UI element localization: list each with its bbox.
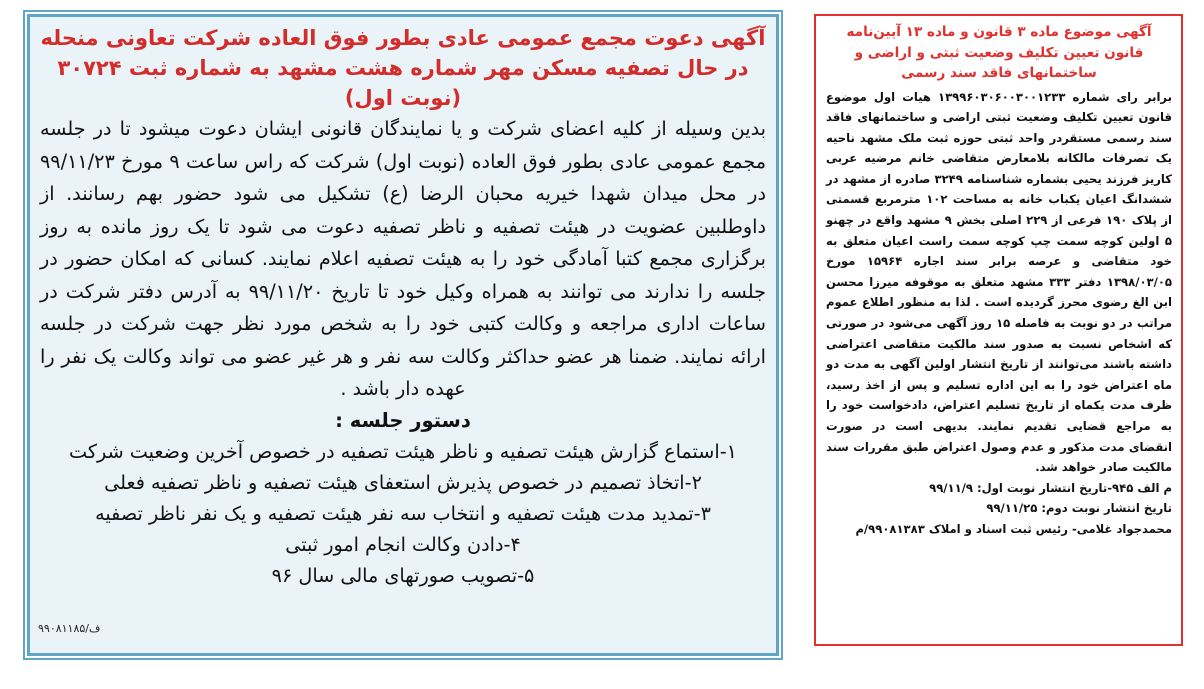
notice-title: آگهی دعوت مجمع عمومی عادی بطور فوق العاده شرکت تعاونی منحله در حال تصفیه مسکن مهر شماره هشت مشهد به شماره ثبت ۳۰۷۲۴ (نوبت اول) bbox=[40, 26, 766, 110]
registry-content bbox=[826, 22, 1172, 640]
agenda-item: ۵-تصویب صورتهای مالی سال ۹۶ bbox=[271, 563, 535, 587]
agenda-item: ۱-استماع گزارش هیئت تصفیه و ناظر هیئت تصفیه در خصوص آخرین وضعیت شرکت bbox=[69, 439, 737, 463]
agenda-item: ۳-تمدید مدت هیئت تصفیه و انتخاب سه نفر هیئت تصفیه و یک نفر ناظر تصفیه bbox=[95, 501, 711, 525]
agenda-title: دستور جلسه : bbox=[335, 408, 471, 432]
first-publication-date: م الف ۹۴۵-تاریخ انتشار نوبت اول: ۹۹/۱۱/۹ bbox=[929, 480, 1172, 495]
notice-content bbox=[40, 23, 766, 647]
registry-body: برابر رای شماره ۱۳۹۹۶۰۳۰۶۰۰۳۰۰۱۲۳۳ هیات اول موضوع قانون تعیین تکلیف وضعیت ثبتی اراضی و ساختمانهای فاقد سند رسمی مستقردر واحد ثبتی حوزه ثبت ملک مشهد ناحیه یک تصرفات مالکانه بلامعارض متقاضی خانم مرضیه عربی کاریز فرزند یحیی بشماره شناسنامه ۳۲۴۹ صادره از مشهد در ششدانگ اعیان یکباب خانه به مساحت ۱۰۲ مترمربع قسمتی از پلاک ۱۹۰ فرعی از ۲۲۹ اصلی بخش ۹ مشهد واقع در چهنو ۵ اولین کوچه سمت چپ کوچه سمت راست اعیان متعلق به خود متقاضی و عرصه برابر سند اجاره ۱۵۹۶۴ مورخ ۱۳۹۸/۰۳/۰۵ دفتر ۳۳۳ مشهد متعلق به موقوفه میرزا محسن ابن الغ رضوی محرز گردیده است . لذا به منظور اطلاع عموم مراتب در دو نوبت به فاصله ۱۵ روز آگهی می‌شود در صورتی که اشخاص نسبت به صدور سند مالکیت متقاضی اعتراضی داشته باشند می‌توانند از تاریخ انتشار اولین آگهی به مدت دو ماه اعتراض خود را به این اداره تسلیم و پس از اخذ رسید، ظرف مدت یکماه از تاریخ تسلیم اعتراض، دادخواست خود را به مراجع قضایی تقدیم نمایند. بدیهی است در صورت انقضای مدت مذکور و عدم وصول اعتراض طبق مقررات سند مالکیت صادر خواهد شد. bbox=[826, 89, 1172, 475]
agenda-list bbox=[40, 436, 766, 591]
agenda-item: ۲-اتخاذ تصمیم در خصوص پذیرش استعفای هیئت تصفیه و ناظر تصفیه فعلی bbox=[104, 470, 702, 494]
notice-reference-code: ف/۹۹۰۸۱۱۸۵ bbox=[38, 622, 101, 635]
registry-signature: محمدجواد غلامی- رئیس ثبت اسناد و املاک ۹۹۰۸۱۳۸۳/م bbox=[855, 521, 1172, 536]
registry-title: آگهی موضوع ماده ۳ قانون و ماده ۱۳ آیین‌نامه قانون تعیین تکلیف وضعیت ثبتی و اراضی و ساختمانهای فاقد سند رسمی bbox=[846, 24, 1152, 81]
agenda-item: ۴-دادن وکالت انجام امور ثبتی bbox=[285, 532, 521, 556]
notice-body: بدین وسیله از کلیه اعضای شرکت و یا نمایندگان قانونی ایشان دعوت میشود تا در جلسه مجمع عمومی عادی بطور فوق العاده (نوبت اول) شرکت که راس ساعت ۹ مورخ ۹۹/۱۱/۲۳ در محل میدان شهدا خیریه محبان الرضا (ع) تشکیل می شود حضور بهم رسانند. از داوطلبین عضویت در هیئت تصفیه و ناظر تصفیه دعوت می شود تا یک روز مانده به روز برگزاری مجمع کتبا آمادگی خود را به هیئت تصفیه اعلام نمایند. کسانی که امکان حضور در جلسه را ندارند می توانند به همراه وکیل خود تا تاریخ ۹۹/۱۱/۲۰ به آدرس دفتر شرکت در ساعات اداری مراجعه و وکالت کتبی خود را به شخص مورد نظر جهت شرکت در جلسه ارائه نمایند. ضمنا هر عضو حداکثر وکالت سه نفر و هر غیر عضو می تواند وکالت یک نفر را عهده دار باشد . bbox=[40, 117, 766, 400]
cooperative-meeting-notice bbox=[27, 14, 779, 656]
second-publication-date: تاریخ انتشار نوبت دوم: ۹۹/۱۱/۲۵ bbox=[986, 501, 1172, 516]
land-registry-notice bbox=[814, 14, 1183, 646]
